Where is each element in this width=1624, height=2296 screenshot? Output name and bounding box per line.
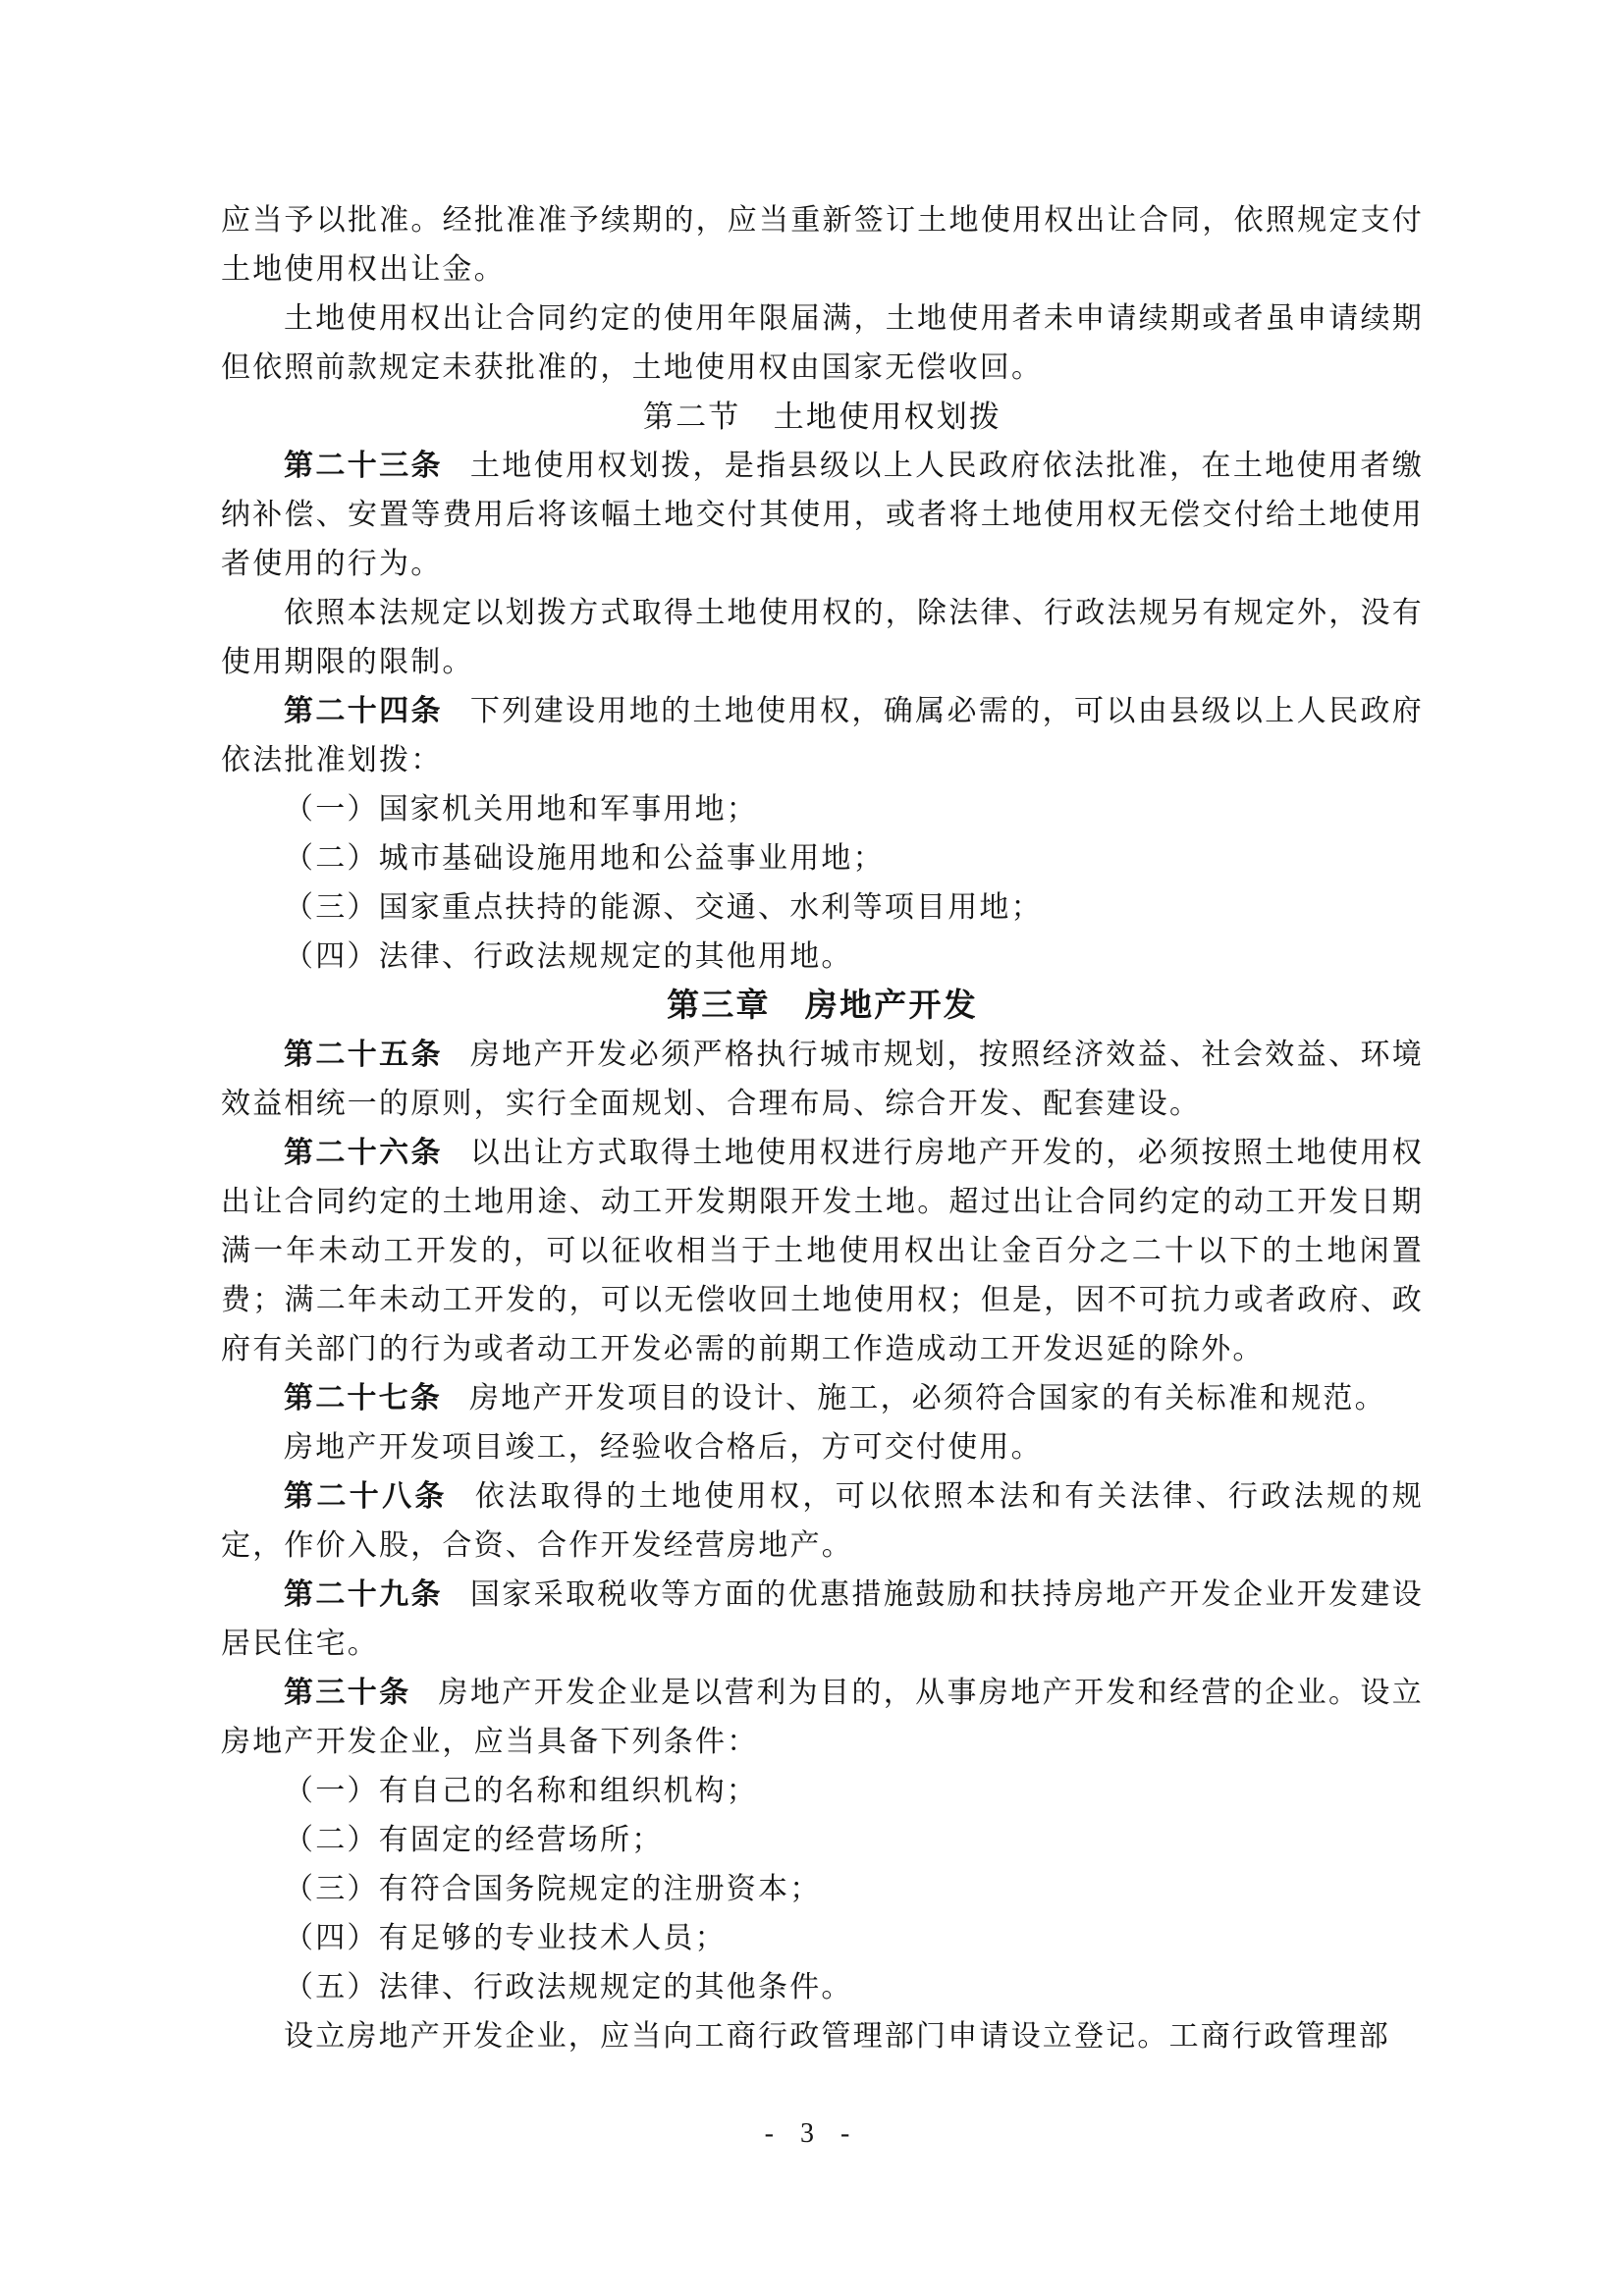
article-number: 第二十五条: [284, 1039, 443, 1071]
paragraph: [221, 1423, 1424, 1472]
article-paragraph: [221, 1374, 1424, 1423]
list-item: [221, 1865, 1424, 1914]
article-paragraph: [221, 1472, 1424, 1571]
paragraph: [221, 589, 1424, 687]
article-number: 第二十九条: [284, 1578, 443, 1611]
text-run: 房地产开发项目竣工，经验收合格后，方可交付使用。: [284, 1431, 1043, 1464]
paragraph: [221, 294, 1424, 393]
list-item: [221, 834, 1424, 883]
section-heading: 第二节 土地使用权划拨: [642, 400, 1002, 434]
article-number: 第三十条: [284, 1677, 411, 1709]
text-run: 房地产开发项目的设计、施工，必须符合国家的有关标准和规范。: [469, 1382, 1386, 1415]
article-number: 第二十四条: [284, 695, 443, 727]
text-run: （三）有符合国务院规定的注册资本；: [284, 1873, 822, 1905]
article-number: 第二十八条: [284, 1480, 448, 1513]
text-run: 依照本法规定以划拨方式取得土地使用权的，除法律、行政法规另有规定外，没有使用期限的限制。: [221, 597, 1424, 678]
text-run: （一）国家机关用地和军事用地；: [284, 793, 758, 826]
text-run: 设立房地产开发企业，应当向工商行政管理部门申请设立登记。工商行政管理部: [284, 2020, 1390, 2053]
text-run: （四）有足够的专业技术人员；: [284, 1922, 727, 1954]
text-run: 土地使用权划拨，是指县级以上人民政府依法批准，在土地使用者缴纳补偿、安置等费用后将该幅土地交付其使用，或者将土地使用权无偿交付给土地使用者使用的行为。: [221, 450, 1425, 580]
article-paragraph: [221, 1129, 1424, 1374]
text-run: （二）有固定的经营场所；: [284, 1824, 664, 1856]
article-number: 第二十六条: [284, 1137, 443, 1169]
list-item: [221, 1767, 1424, 1816]
list-item: [221, 785, 1424, 834]
article-paragraph: [221, 1571, 1424, 1669]
text-run: 以出让方式取得土地使用权进行房地产开发的，必须按照土地使用权出让合同约定的土地用途、动工开发期限开发土地。超过出让合同约定的动工开发日期满一年未动工开发的，可以征收相当于土地使用权出让金百分之二十以下的土地闲置费；满二年未动工开发的，可以无偿收回土地使用权；但是，因不可抗力或者政府、政府有关部门的行为或者动工开发必需的前期工作造成动工开发迟延的除外。: [221, 1137, 1425, 1365]
text-run: 土地使用权出让合同约定的使用年限届满，土地使用者未申请续期或者虽申请续期但依照前款规定未获批准的，土地使用权由国家无偿收回。: [221, 302, 1424, 384]
list-item: [221, 1816, 1424, 1865]
list-item: [221, 933, 1424, 982]
article-number: 第二十三条: [284, 450, 443, 482]
page-number: - 3 -: [764, 2118, 860, 2149]
paragraph: [221, 2012, 1424, 2061]
text-run: 房地产开发必须严格执行城市规划，按照经济效益、社会效益、环境效益相统一的原则，实行全面规划、合理布局、综合开发、配套建设。: [221, 1039, 1425, 1120]
text-column: [221, 196, 1424, 2061]
article-paragraph: [221, 1669, 1424, 1767]
paragraph: [221, 196, 1424, 294]
text-run: 房地产开发企业是以营利为目的，从事房地产开发和经营的企业。设立房地产开发企业，应当具备下列条件：: [221, 1677, 1424, 1758]
text-run: 国家采取税收等方面的优惠措施鼓励和扶持房地产开发企业开发建设居民住宅。: [221, 1578, 1425, 1660]
list-item: [221, 883, 1424, 933]
article-paragraph: [221, 687, 1424, 785]
article-paragraph: [221, 1031, 1424, 1129]
list-item: [221, 1963, 1424, 2012]
text-run: 依法取得的土地使用权，可以依照本法和有关法律、行政法规的规定，作价入股，合资、合作开发经营房地产。: [221, 1480, 1424, 1562]
text-run: （一）有自己的名称和组织机构；: [284, 1775, 758, 1807]
text-run: 下列建设用地的土地使用权，确属必需的，可以由县级以上人民政府依法批准划拨：: [221, 695, 1425, 776]
text-run: （五）法律、行政法规规定的其他条件。: [284, 1971, 853, 2003]
chapter-heading: 第三章 房地产开发: [667, 988, 978, 1024]
text-run: （四）法律、行政法规规定的其他用地。: [284, 940, 853, 973]
text-run: 应当予以批准。经批准准予续期的，应当重新签订土地使用权出让合同，依照规定支付土地使用权出让金。: [221, 204, 1424, 286]
article-paragraph: [221, 442, 1424, 589]
article-number: 第二十七条: [284, 1382, 442, 1415]
text-run: （三）国家重点扶持的能源、交通、水利等项目用地；: [284, 891, 1043, 924]
list-item: [221, 1914, 1424, 1963]
text-run: （二）城市基础设施用地和公益事业用地；: [284, 842, 885, 875]
